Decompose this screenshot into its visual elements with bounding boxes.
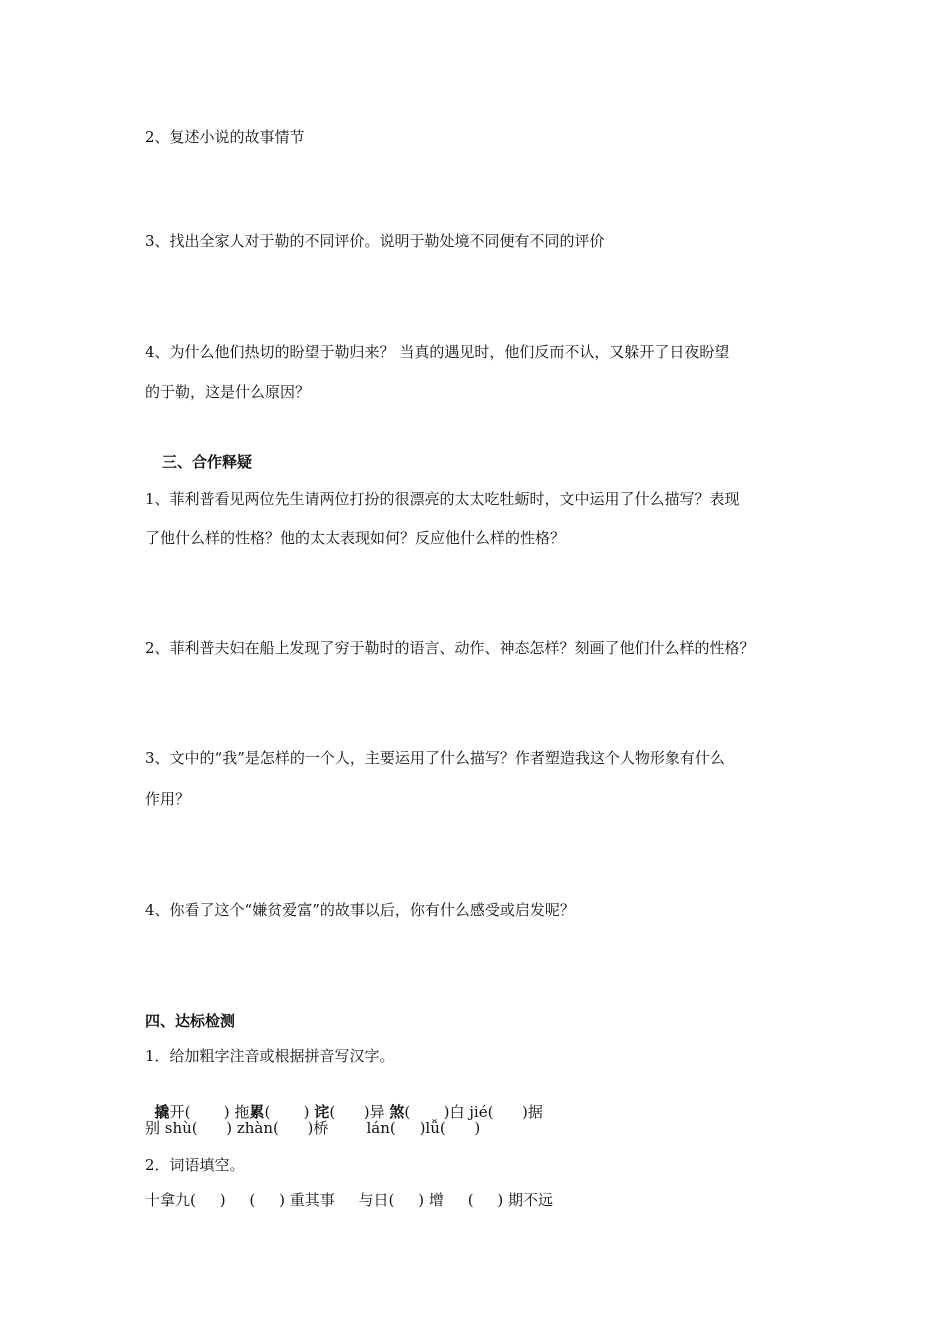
- bold-char: 煞: [389, 1103, 405, 1121]
- blank-text: ( )异: [329, 1103, 390, 1121]
- exercise-1-row-2: 别 shù( ) zhàn( )桥 lán( )lǚ( ): [145, 1119, 481, 1137]
- section-3-q2: 2、菲利普夫妇在船上发现了穷于勒时的语言、动作、神态怎样？刻画了他们什么样的性格？: [145, 639, 755, 657]
- question-4-line-2: 的于勒，这是什么原因？: [145, 383, 311, 401]
- blank-text: ( ): [264, 1103, 315, 1121]
- section-3-q4: 4、你看了这个“嫌贫爱富”的故事以后，你有什么感受或启发呢？: [145, 901, 575, 919]
- exercise-1-row-1: [145, 1082, 543, 1122]
- question-2: 2、复述小说的故事情节: [145, 128, 305, 146]
- section-3-q3-line-2: 作用？: [145, 790, 191, 808]
- section-4-heading: 四、达标检测: [145, 1012, 236, 1030]
- bold-char: 诧: [314, 1103, 330, 1121]
- question-4-line-1: 4、为什么他们热切的盼望于勒归来？ 当真的遇见时，他们反而不认，又躲开了日夜盼望: [145, 343, 730, 361]
- section-3-q1-line-1: 1、菲利普看见两位先生请两位打扮的很漂亮的太太吃牡蛎时，文中运用了什么描写？表现: [145, 490, 740, 508]
- blank-text: 开( ) 拖: [169, 1103, 250, 1121]
- exercise-1-title: 1．给加粗字注音或根据拼音写汉字。: [145, 1047, 395, 1065]
- bold-char: 撬: [154, 1103, 170, 1121]
- exercise-2-row: 十拿九( ) ( ) 重其事 与日( ) 增 ( ) 期不远: [145, 1191, 554, 1209]
- section-3-q3-line-1: 3、文中的“我”是怎样的一个人，主要运用了什么描写？作者塑造我这个人物形象有什么: [145, 749, 725, 767]
- section-3-heading: 三、合作释疑: [162, 453, 253, 471]
- blank-text: ( )白 jié( )据: [404, 1103, 543, 1121]
- question-3: 3、找出全家人对于勒的不同评价。说明于勒处境不同便有不同的评价: [145, 232, 605, 250]
- bold-char: 累: [249, 1103, 265, 1121]
- section-3-q1-line-2: 了他什么样的性格？他的太太表现如何？反应他什么样的性格？: [145, 529, 566, 547]
- exercise-2-title: 2．词语填空。: [145, 1156, 245, 1174]
